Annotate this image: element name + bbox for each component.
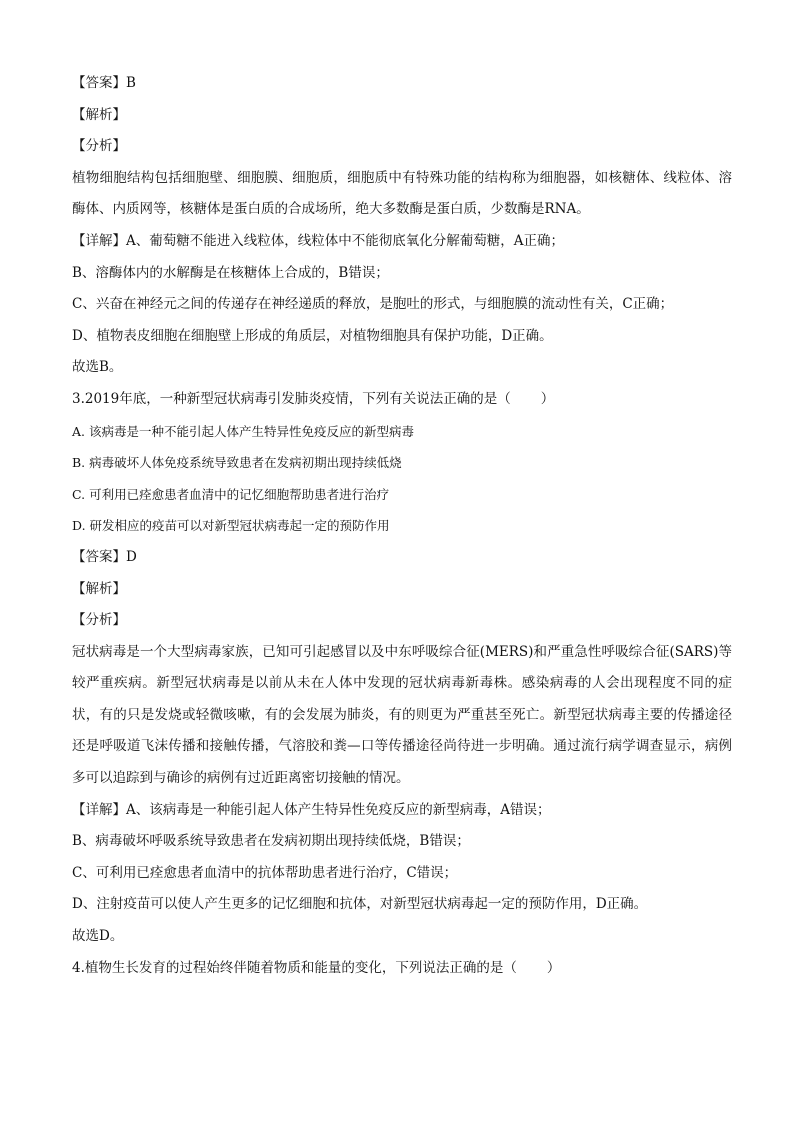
q3-option-a: A. 该病毒是一种不能引起人体产生特异性免疫反应的新型病毒 <box>72 423 414 439</box>
q2-detail-a <box>72 226 732 258</box>
q4-stem-end: ） <box>546 959 561 976</box>
answer-value: D <box>126 548 137 565</box>
q3-stem-text: 3.2019年底，一种新型冠状病毒引发肺炎疫情，下列有关说法正确的是（ <box>72 390 511 407</box>
detail-a-text: A、该病毒是一种能引起人体产生特异性免疫反应的新型病毒，A错误； <box>126 801 551 818</box>
q3-detail-a <box>72 795 732 827</box>
q2-fenxi-text: 植物细胞结构包括细胞壁、细胞膜、细胞质，细胞质中有特殊功能的结构称为细胞器，如核糖体、线粒体、溶酶体、内质网等，核糖体是蛋白质的合成场所，绝大多数酶是蛋白质，少数酶是RNA。 <box>72 169 732 218</box>
q3-fenxi-tag: 【分析】 <box>72 612 126 629</box>
q3-detail-c: C、可利用已痊愈患者血清中的抗体帮助患者进行治疗，C错误； <box>72 864 458 881</box>
q3-stem <box>72 384 732 416</box>
q4-stem <box>72 953 732 985</box>
q3-option-c: C. 可利用已痊愈患者血清中的记忆细胞帮助患者进行治疗 <box>72 486 390 502</box>
document-page <box>72 68 732 984</box>
q3-option-b: B. 病毒破坏人体免疫系统导致患者在发病初期出现持续低烧 <box>72 455 402 471</box>
q2-conclusion: 故选B。 <box>72 359 123 376</box>
q3-analysis-tag: 【解析】 <box>72 580 126 597</box>
q2-detail-c: C、兴奋在神经元之间的传递存在神经递质的释放，是胞吐的形式，与细胞膜的流动性有关，C正确； <box>72 296 674 313</box>
q3-detail-b: B、病毒破坏呼吸系统导致患者在发病初期出现持续低烧，B错误； <box>72 833 470 850</box>
q3-option-d: D. 研发相应的疫苗可以对新型冠状病毒起一定的预防作用 <box>72 518 390 534</box>
detail-a-text: A、葡萄糖不能进入线粒体，线粒体中不能彻底氧化分解葡萄糖，A正确； <box>126 232 564 249</box>
q4-stem-text: 4.植物生长发育的过程始终伴随着物质和能量的变化，下列说法正确的是（ <box>72 959 517 976</box>
answer-value: B <box>126 75 136 91</box>
q3-fenxi-text: 冠状病毒是一个大型病毒家族，已知可引起感冒以及中东呼吸综合征(MERS)和严重急性呼吸综合征(SARS)等较严重疾病。新型冠状病毒是以前从未在人体中发现的冠状病毒新毒株。感染病毒的人会出现程度不同的症状，有的只是发烧或轻微咳嗽，有的会发展为肺炎，有的则更为严重甚至死亡。新型冠状病毒主要的传播途径还是呼吸道飞沫传播和接触传播，气溶胶和粪—口等传播途径尚待进一步明确。通过流行病学调查显示，病例多可以追踪到与确诊的病例有过近距离密切接触的情况。 <box>72 643 732 787</box>
answer-tag: 【答案】 <box>72 75 126 91</box>
q2-fenxi-tag: 【分析】 <box>72 138 126 155</box>
q2-analysis-tag: 【解析】 <box>72 106 126 123</box>
detail-tag: 【详解】 <box>72 801 126 818</box>
q3-answer <box>72 542 732 574</box>
detail-tag: 【详解】 <box>72 232 126 249</box>
answer-tag: 【答案】 <box>72 548 126 565</box>
q2-detail-b: B、溶酶体内的水解酶是在核糖体上合成的，B错误； <box>72 264 389 281</box>
q2-answer <box>72 68 732 100</box>
q3-conclusion: 故选D。 <box>72 928 124 945</box>
q3-detail-d: D、注射疫苗可以使人产生更多的记忆细胞和抗体，对新型冠状病毒起一定的预防作用，D正确。 <box>72 896 648 913</box>
q2-detail-d: D、植物表皮细胞在细胞壁上形成的角质层，对植物细胞具有保护功能，D正确。 <box>72 327 553 344</box>
q3-stem-end: ） <box>540 390 555 407</box>
